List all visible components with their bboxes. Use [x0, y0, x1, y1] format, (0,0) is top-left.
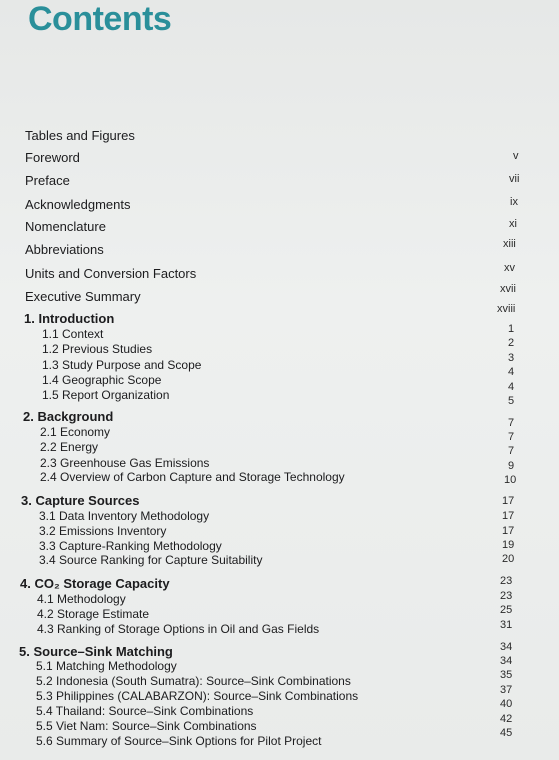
- toc-page-number: 31: [500, 619, 513, 631]
- toc-entry-label: 5.2 Indonesia (South Sumatra): Source–Sink Combinations: [36, 674, 351, 688]
- toc-page-number: 7: [508, 445, 515, 457]
- toc-page-number: 34: [500, 641, 513, 653]
- toc-entry-label: 2.1 Economy: [40, 425, 111, 439]
- toc-entry-label: 4.1 Methodology: [37, 592, 126, 606]
- toc-page-number: 23: [500, 590, 513, 602]
- toc-entry-label: Units and Conversion Factors: [25, 266, 197, 281]
- toc-page-number: 17: [502, 510, 515, 522]
- toc-page-number: 25: [500, 604, 513, 616]
- toc-section-label: 5. Source–Sink Matching: [19, 644, 173, 659]
- toc-page-number: ix: [510, 196, 518, 208]
- toc-entry-label: 5.1 Matching Methodology: [36, 659, 177, 673]
- toc-page-number: xiii: [503, 238, 516, 250]
- toc-page-number: 45: [500, 727, 513, 739]
- toc-entry-label: 1.3 Study Purpose and Scope: [42, 358, 202, 372]
- toc-entry-label: 5.4 Thailand: Source–Sink Combinations: [36, 704, 254, 718]
- toc-page-number: 7: [508, 431, 515, 443]
- toc-entry-label: 3.2 Emissions Inventory: [39, 524, 167, 538]
- toc-entry-label: Abbreviations: [25, 242, 104, 257]
- toc-page-number: vii: [509, 173, 520, 185]
- toc-section-label: 2. Background: [23, 409, 114, 424]
- toc-page-number: 5: [508, 395, 515, 407]
- toc-entry-label: 4.3 Ranking of Storage Options in Oil and Gas Fields: [37, 622, 320, 636]
- toc-entry-label: 2.4 Overview of Carbon Capture and Storage Technology: [40, 470, 345, 484]
- toc-section-label: 3. Capture Sources: [21, 493, 140, 508]
- toc-page-number: xvii: [500, 283, 516, 295]
- toc-entry-label: 3.1 Data Inventory Methodology: [39, 509, 210, 523]
- toc-page-number: xi: [509, 218, 517, 230]
- toc-page-number: 42: [500, 713, 513, 725]
- toc-page-number: 23: [500, 575, 513, 587]
- toc-entry-label: 5.5 Viet Nam: Source–Sink Combinations: [36, 719, 257, 733]
- toc-page-number: 7: [508, 417, 515, 429]
- toc-entry-label: Executive Summary: [25, 289, 141, 304]
- toc-page-number: 34: [500, 655, 513, 667]
- toc-entry-label: Acknowledgments: [25, 197, 131, 212]
- toc-entry-label: Nomenclature: [25, 219, 106, 234]
- toc-page-number: 4: [508, 381, 515, 393]
- toc-page-number: 4: [508, 366, 515, 378]
- toc-page-number: 40: [500, 698, 513, 710]
- toc-entry-label: 2.2 Energy: [40, 440, 99, 454]
- toc-entry-label: 4.2 Storage Estimate: [37, 607, 150, 621]
- toc-entry-label: Foreword: [25, 150, 80, 165]
- toc-page-number: xv: [504, 262, 515, 274]
- toc-page-number: 2: [508, 337, 515, 349]
- toc-page-number: 19: [502, 539, 515, 551]
- toc-entry-label: 1.5 Report Organization: [42, 388, 170, 402]
- toc-entry-label: 3.4 Source Ranking for Capture Suitability: [39, 553, 263, 567]
- toc-section-label: 1. Introduction: [24, 311, 115, 326]
- toc-page-number: 10: [504, 474, 517, 486]
- toc-page-number: xviii: [497, 303, 516, 315]
- toc-entry-label: Tables and Figures: [25, 128, 135, 143]
- toc-page-number: 37: [500, 684, 513, 696]
- toc-page-number: 20: [502, 553, 515, 565]
- toc-entry-label: 1.2 Previous Studies: [42, 342, 153, 356]
- toc-entry-label: 5.6 Summary of Source–Sink Options for Pilot Project: [36, 734, 322, 748]
- toc-entry-label: 5.3 Philippines (CALABARZON): Source–Sink Combinations: [36, 689, 359, 703]
- toc-page-number: 1: [508, 323, 515, 335]
- toc-page-number: 35: [500, 669, 513, 681]
- toc-page-number: 9: [508, 460, 515, 472]
- toc-entry-label: 1.4 Geographic Scope: [42, 373, 162, 387]
- toc-entry-label: Preface: [25, 173, 70, 188]
- page-title: Contents: [28, 0, 172, 38]
- toc-entry-label: 2.3 Greenhouse Gas Emissions: [40, 456, 210, 470]
- toc-section-label: 4. CO₂ Storage Capacity: [20, 576, 170, 591]
- toc-page-number: v: [513, 150, 519, 162]
- toc-entry-label: 1.1 Context: [42, 327, 104, 341]
- toc-entry-label: 3.3 Capture-Ranking Methodology: [39, 539, 222, 553]
- toc-page-number: 17: [502, 495, 515, 507]
- toc-page-number: 17: [502, 525, 515, 537]
- toc-page-number: 3: [508, 352, 515, 364]
